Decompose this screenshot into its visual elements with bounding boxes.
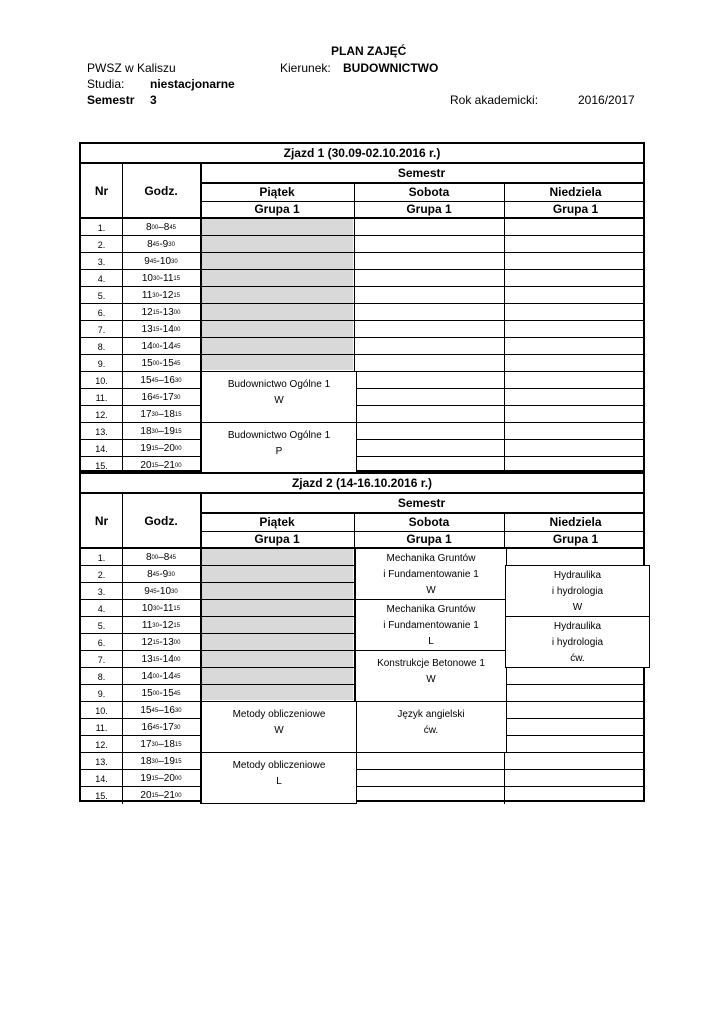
class-line: Budownictwo Ogólne 1	[227, 430, 331, 441]
time-range: 17 30 – 18 15	[140, 739, 182, 750]
class-line: i hydrologia	[551, 586, 604, 597]
grid-line	[200, 531, 643, 532]
class-line: Mechanika Gruntów	[386, 553, 476, 564]
zjazd-title: Zjazd 1 (30.09-02.10.2016 r.)	[283, 146, 441, 160]
time-range: 12 15 - 13 00	[141, 637, 181, 648]
row-number: 6.	[97, 637, 106, 648]
time-range: 8 45 - 9 30	[147, 569, 175, 580]
group-header: Grupa 1	[552, 202, 599, 216]
grid-line	[200, 201, 643, 202]
row-number: 13.	[95, 756, 108, 767]
class-line: L	[276, 776, 282, 787]
class-line: W	[274, 725, 284, 736]
class-block[interactable]	[201, 422, 357, 474]
group-header: Grupa 1	[254, 202, 300, 216]
row-number: 1.	[97, 552, 106, 563]
class-block[interactable]	[505, 565, 650, 617]
time-range: 15 45 – 16 30	[140, 375, 182, 386]
row-number: 9.	[97, 358, 106, 369]
semestr-header: Semestr	[397, 496, 446, 510]
time-range: 8 00 – 8 45	[145, 222, 177, 233]
class-line: i Fundamentowanie 1	[383, 569, 479, 580]
class-block[interactable]	[201, 371, 357, 423]
time-range: 13 15 - 14 00	[141, 324, 181, 335]
class-line: Konstrukcje Betonowe 1	[377, 658, 485, 669]
row-number: 13.	[95, 426, 108, 437]
schedule-table	[79, 472, 645, 802]
class-line: L	[428, 636, 434, 647]
time-range: 18 30 – 19 15	[140, 426, 182, 437]
time-range: 19 15 – 20 00	[140, 443, 182, 454]
semestr-label: Semestr	[87, 93, 135, 107]
group-header: Grupa 1	[552, 532, 599, 546]
time-range: 14 00 - 14 45	[141, 671, 181, 682]
time-range: 16 45 - 17 30	[141, 392, 181, 403]
grid-line	[504, 182, 505, 474]
nr-header: Nr	[94, 183, 109, 198]
row-number: 5.	[97, 290, 106, 301]
day-header: Niedziela	[549, 514, 602, 529]
day-header: Sobota	[408, 514, 450, 529]
semestr-value: 3	[150, 93, 157, 107]
class-line: i hydrologia	[551, 637, 604, 648]
time-range: 14 00 - 14 45	[141, 341, 181, 352]
rok-label: Rok akademicki:	[450, 93, 539, 107]
class-block[interactable]	[355, 701, 507, 753]
class-line: i Fundamentowanie 1	[383, 620, 479, 631]
row-number: 7.	[97, 654, 106, 665]
day-header: Sobota	[408, 184, 450, 199]
godz-header: Godz.	[144, 513, 178, 528]
time-range: 19 15 – 20 00	[140, 773, 182, 784]
row-number: 5.	[97, 620, 106, 631]
row-number: 8.	[97, 341, 106, 352]
kierunek-label: Kierunek:	[280, 61, 331, 75]
kierunek-value: BUDOWNICTWO	[343, 61, 439, 75]
class-block[interactable]	[505, 616, 650, 668]
studia-value: niestacjonarne	[150, 77, 235, 91]
class-line: Język angielski	[397, 709, 465, 720]
class-line: ćw.	[570, 653, 585, 664]
row-number: 11.	[95, 722, 108, 733]
class-block[interactable]	[201, 752, 357, 804]
class-line: P	[275, 446, 283, 457]
time-range: 8 45 - 9 30	[147, 239, 175, 250]
row-number: 3.	[97, 256, 106, 267]
schedule-table	[79, 142, 645, 472]
unavailable-slots	[201, 219, 353, 370]
time-range: 17 30 – 18 15	[140, 409, 182, 420]
semestr-header: Semestr	[397, 166, 446, 180]
day-header: Piątek	[259, 514, 295, 529]
time-range: 20 15 – 21 00	[140, 790, 182, 801]
row-number: 9.	[97, 688, 106, 699]
time-range: 12 15 - 13 00	[141, 307, 181, 318]
time-range: 13 15 - 14 00	[141, 654, 181, 665]
nr-header: Nr	[94, 513, 109, 528]
class-line: W	[572, 602, 583, 613]
row-number: 11.	[95, 392, 108, 403]
time-range: 9 45 - 10 30	[144, 586, 178, 597]
class-line: Hydraulika	[553, 570, 602, 581]
time-range: 9 45 - 10 30	[144, 256, 178, 267]
school-name: PWSZ w Kaliszu	[87, 61, 176, 75]
row-number: 1.	[97, 222, 106, 233]
class-line: Metody obliczeniowe	[232, 760, 326, 771]
group-header: Grupa 1	[406, 202, 452, 216]
time-range: 15 45 – 16 30	[140, 705, 182, 716]
unavailable-slots	[201, 549, 353, 700]
class-line: W	[426, 585, 436, 596]
row-number: 4.	[97, 273, 106, 284]
row-number: 14.	[95, 443, 108, 454]
row-number: 14.	[95, 773, 108, 784]
row-number: 10.	[95, 375, 108, 386]
row-number: 15.	[95, 460, 108, 471]
row-number: 2.	[97, 239, 106, 250]
group-header: Grupa 1	[406, 532, 452, 546]
class-block[interactable]	[201, 701, 357, 753]
row-number: 15.	[95, 790, 108, 801]
class-block[interactable]	[355, 548, 507, 600]
class-line: Budownictwo Ogólne 1	[227, 379, 331, 390]
day-header: Piątek	[259, 184, 295, 199]
zjazd-title: Zjazd 2 (14-16.10.2016 r.)	[291, 476, 433, 490]
time-range: 15 00 - 15 45	[141, 358, 181, 369]
godz-header: Godz.	[144, 183, 178, 198]
row-number: 3.	[97, 586, 106, 597]
class-line: Hydraulika	[553, 621, 602, 632]
class-line: ćw.	[423, 725, 439, 736]
row-number: 12.	[95, 739, 108, 750]
row-number: 2.	[97, 569, 106, 580]
row-number: 10.	[95, 705, 108, 716]
class-line: Mechanika Gruntów	[386, 604, 476, 615]
time-range: 16 45 - 17 30	[141, 722, 181, 733]
time-range: 20 15 – 21 00	[140, 460, 182, 471]
row-number: 7.	[97, 324, 106, 335]
time-range: 10 30 - 11 15	[141, 603, 181, 614]
rok-value: 2016/2017	[578, 93, 635, 107]
time-range: 11 30 - 12 15	[141, 620, 181, 631]
group-header: Grupa 1	[254, 532, 300, 546]
time-range: 11 30 - 12 15	[141, 290, 181, 301]
row-number: 4.	[97, 603, 106, 614]
time-range: 18 30 – 19 15	[140, 756, 182, 767]
grid-line	[122, 494, 123, 804]
studia-label: Studia:	[87, 77, 125, 91]
time-range: 10 30 - 11 15	[141, 273, 181, 284]
class-block[interactable]	[355, 599, 507, 651]
row-number: 6.	[97, 307, 106, 318]
day-header: Niedziela	[549, 184, 602, 199]
class-line: Metody obliczeniowe	[232, 709, 326, 720]
time-range: 15 00 - 15 45	[141, 688, 181, 699]
class-line: W	[274, 395, 284, 406]
class-line: W	[426, 674, 436, 685]
page-title: PLAN ZAJĘĆ	[331, 44, 407, 58]
row-number: 8.	[97, 671, 106, 682]
grid-line	[122, 164, 123, 474]
class-block[interactable]	[355, 650, 507, 702]
time-range: 8 00 – 8 45	[145, 552, 177, 563]
row-number: 12.	[95, 409, 108, 420]
